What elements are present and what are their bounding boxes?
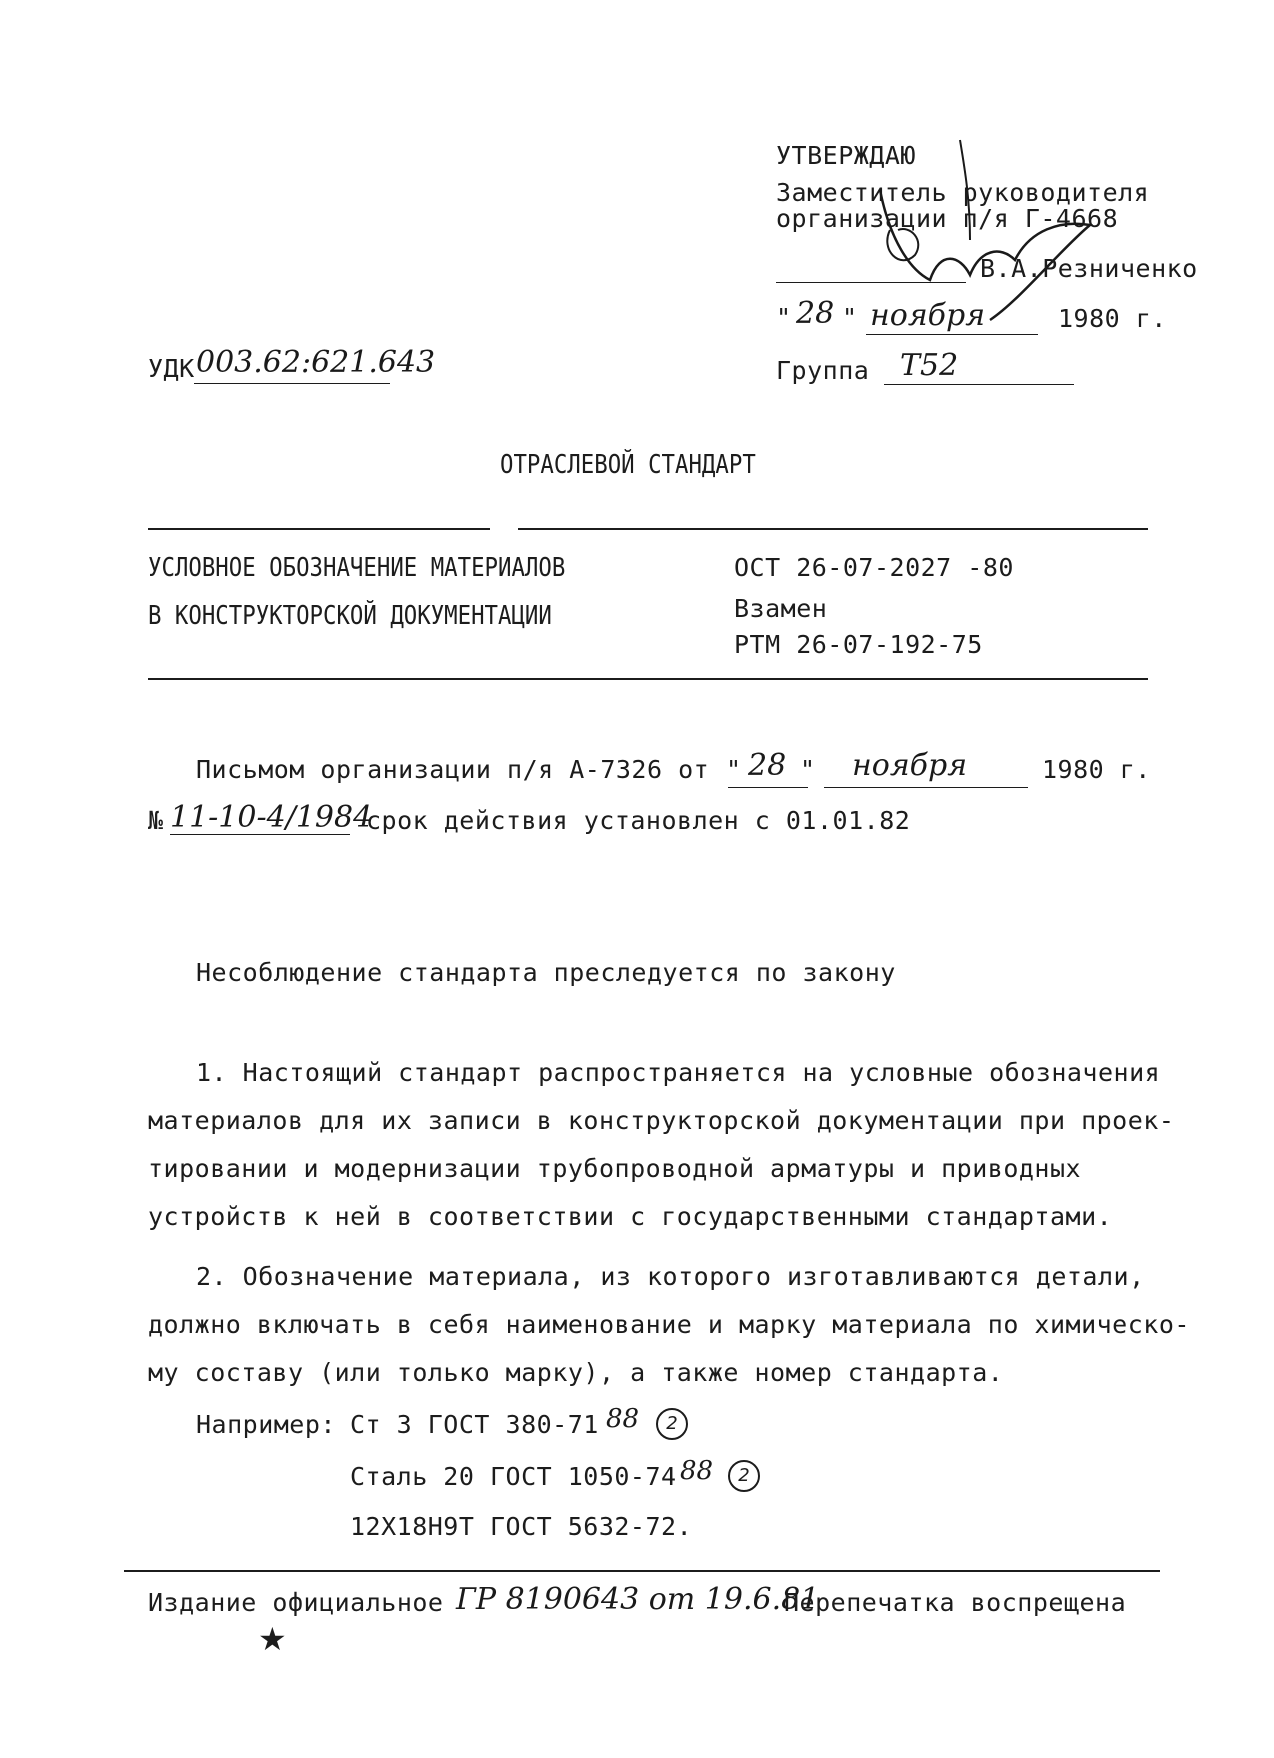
change-mark-icon: 2	[656, 1408, 688, 1440]
registration-number: ГР 8190643 от 19.6.81	[456, 1582, 820, 1617]
letter-date-day: 28	[748, 748, 787, 783]
letter-day-line	[728, 787, 808, 788]
group-line	[884, 384, 1074, 385]
clause-2-line3: му составу (или только марку), а также номер стандарта.	[148, 1358, 1004, 1387]
example-label: Например:	[196, 1410, 336, 1439]
clause-1-line1: 1. Настоящий стандарт распространяется на условные обозначения	[196, 1058, 1161, 1087]
udk-value: 003.62:621.643	[196, 345, 436, 380]
letter-prefix: Письмом организации п/я А-7326 от	[196, 755, 710, 784]
example-2: Сталь 20 ГОСТ 1050-74	[350, 1462, 677, 1491]
approval-date-year: 1980 г.	[1058, 304, 1167, 333]
clause-2-line1: 2. Обозначение материала, из которого изготавливаются детали,	[196, 1262, 1145, 1291]
approval-date-close-quote: "	[842, 303, 858, 332]
divider-top-left	[148, 528, 490, 530]
approval-date-month: ноября	[870, 298, 986, 333]
approval-month-line	[866, 334, 1038, 335]
approval-date-day: 28	[796, 296, 835, 331]
letter-month-line	[824, 787, 1028, 788]
signature-line	[776, 282, 966, 283]
letter-date-month: ноября	[852, 748, 968, 783]
clause-1-line2: материалов для их записи в конструкторской документации при проек-	[148, 1106, 1175, 1135]
replaces-label: Взамен	[734, 594, 828, 623]
edition-label: Издание официальное	[148, 1588, 444, 1617]
approver-name: В.А.Резниченко	[980, 254, 1198, 283]
approver-position: Заместитель руководителя	[776, 178, 1150, 207]
clause-1-line4: устройств к ней в соответствии с государственными стандартами.	[148, 1202, 1113, 1231]
group-label: Группа	[776, 356, 870, 385]
letter-date-year: 1980 г.	[1042, 755, 1151, 784]
clause-1-line3: тировании и модернизации трубопроводной арматуры и приводных	[148, 1154, 1082, 1183]
approval-stamp: УТВЕРЖДАЮ	[776, 141, 916, 170]
reprint-notice: Перепечатка воспрещена	[784, 1588, 1127, 1617]
example-1: Ст 3 ГОСТ 380-71	[350, 1410, 599, 1439]
standard-code: ОСТ 26-07-2027 -80	[734, 553, 1014, 582]
validity-text: срок действия установлен с 01.01.82	[366, 806, 911, 835]
udk-label: УДК	[148, 354, 195, 383]
letter-number: 11-10-4/1984	[170, 800, 373, 835]
letter-date-close-quote: "	[800, 755, 816, 784]
page-title: ОТРАСЛЕВОЙ СТАНДАРТ	[500, 450, 756, 480]
group-value: Т52	[900, 348, 959, 383]
law-notice: Несоблюдение стандарта преследуется по закону	[196, 958, 896, 987]
letter-number-line	[170, 834, 350, 835]
example-2-correction: 88	[680, 1456, 714, 1486]
standard-title-line2: В КОНСТРУКТОРСКОЙ ДОКУМЕНТАЦИИ	[148, 601, 552, 631]
standard-title-line1: УСЛОВНОЕ ОБОЗНАЧЕНИЕ МАТЕРИАЛОВ	[148, 553, 566, 583]
divider-top-right	[518, 528, 1148, 530]
approver-organization: организации п/я Г-4668	[776, 204, 1119, 233]
letter-date-open-quote: "	[726, 755, 742, 784]
star-icon: ★	[258, 1620, 287, 1658]
footer-divider	[124, 1570, 1160, 1572]
example-3: 12Х18Н9Т ГОСТ 5632-72.	[350, 1512, 693, 1541]
udk-line	[194, 383, 390, 384]
approval-date-open-quote: "	[776, 303, 792, 332]
replaced-code: РТМ 26-07-192-75	[734, 630, 983, 659]
divider-bottom	[148, 678, 1148, 680]
letter-number-label: №	[148, 806, 164, 835]
example-1-correction: 88	[606, 1404, 640, 1434]
clause-2-line2: должно включать в себя наименование и марку материала по химическо-	[148, 1310, 1190, 1339]
change-mark-icon: 2	[728, 1460, 760, 1492]
